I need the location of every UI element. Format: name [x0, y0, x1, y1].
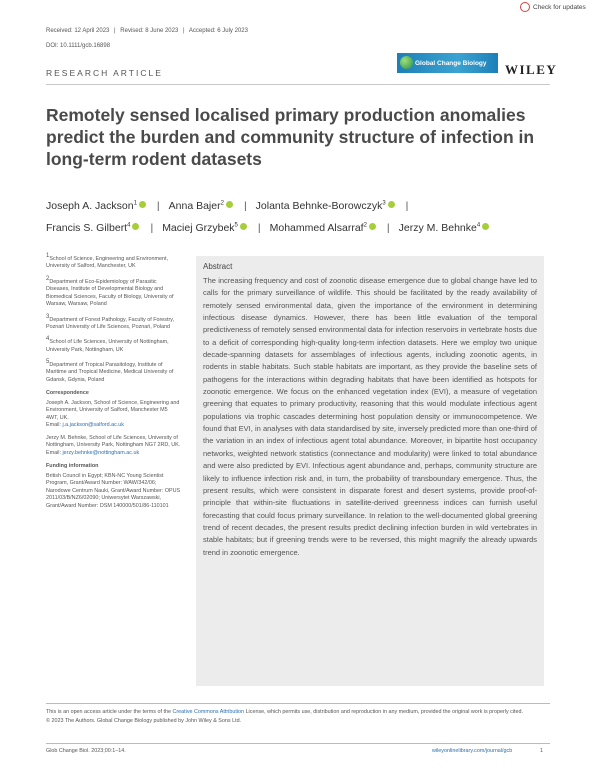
article-dates: Received: 12 April 2023 | Revised: 8 June 2023 | Accepted: 6 July 2023 — [46, 28, 248, 34]
affiliation: $^2$Department of Eco-Epidemiology of Parasitic Diseases, Institute of Developmental Biology and Biomedical Sciences, Faculty of Biology, University of Warsaw, Warsaw, Poland — [46, 275, 174, 308]
correspondence-entry: Joseph A. Jackson, School of Science, Engineering and Environment, University of Salford, Manchester M5 4WT, UK. Email: j.a.jackson@salford.ac.uk — [46, 399, 180, 429]
affiliation: $^1$School of Science, Engineering and Environment, University of Salford, Manchester, UK — [46, 253, 169, 270]
author[interactable]: Mohammed Alsarraf$^2$ — [270, 222, 378, 234]
orcid-icon[interactable] — [369, 223, 376, 230]
check-updates-label: Check for updates — [533, 3, 586, 11]
license-link[interactable]: Creative Commons Attribution — [172, 709, 245, 715]
publisher-logo[interactable]: WILEY — [505, 62, 558, 77]
funding-text: British Council in Egypt; KBN-NC Young Scientist Program, Grant/Award Number: WAW/342/06; Narodowe Centrum Nauki, Grant/Award Number: OPUS 2011/03/B/NZ6/02090; Uniwersytet Warszawski, Grant/Award Number: DSM 140000/501/86-110101 — [46, 472, 181, 509]
affiliation: $^5$Department of Tropical Parasitology, Institute of Maritime and Tropical Medicine, Medical University of Gdansk, Gdynia, Poland — [46, 359, 174, 383]
author[interactable]: Joseph A. Jackson$^1$ — [46, 200, 148, 212]
orcid-icon[interactable] — [482, 223, 489, 230]
doi[interactable]: DOI: 10.1111/gcb.16898 — [46, 43, 111, 49]
header-divider — [46, 84, 550, 85]
page-number: 1 — [540, 748, 543, 754]
email-link[interactable]: jerzy.behnke@nottingham.ac.uk — [62, 449, 140, 456]
check-for-updates-badge[interactable] — [520, 2, 586, 12]
author[interactable]: Francis S. Gilbert$^4$ — [46, 222, 141, 234]
abstract-text: The increasing frequency and cost of zoonotic disease emergence due to global change have led to calls for the primary surveillance of wildlife. This should be facilitated by the ready availability of remotely sensed environmental data, given the importance of the environment in determining infectious disease dynamics. However, there has been little evaluation of the temporal predictiveness of remotely sensed environmental data for infection reservoirs in vertebrate hosts due to a deficit of corresponding high-quality long-term infection datasets. Here we employ two unique decade-spanning datasets for assemblages of infectious agents, including zoonotic agents, in rodents in stable habitats. Such stable habitats are important, as they provide the baseline sets of pathogens for the interactions within degrading habitats that have been identified as hotspots for zoonotic emergence. We focus on the enhanced vegetation index (EVI), a measure of vegetation greening that equates to primary productivity, reasoning that this would modulate infectious agent populations via trophic cascades determining host population density or immunocompetence. We found that EVI, in analyses with data standardised by site, inversely predicted more than one-third of the variation in an index of infectious agent total abundance. Moreover, in bipartite host occupancy networks, weighted network statistics (connectance and modularity) were linked to total abundance and were also predicted by EVI. Infectious agent abundance and, perhaps, community structure are likely to influence infection risk and, in turn, the probability of transboundary emergence. Thus, the present results, which were consistent in disparate forest and desert systems, provide proof-of-principle that within-site fluctuations in satellite-derived greenness indices can furnish useful forecasting that could focus primary surveillance. In relation to the well-documented global greening trend of recent decades, the present results predict declining infection burden in wild vertebrates in stable habitats; but if greening trends were to be reversed, this might magnify the already upwards trend in zoonotic emergence. — [203, 276, 537, 557]
accepted-date: Accepted: 6 July 2023 — [188, 28, 248, 34]
journal-url[interactable]: wileyonlinelibrary.com/journal/gcb — [432, 748, 513, 754]
correspondence-heading: Correspondence — [46, 390, 89, 397]
revised-date: Revised: 8 June 2023 — [120, 28, 179, 34]
article-type: RESEARCH ARTICLE — [46, 68, 163, 78]
citation: Glob Change Biol. 2023;00:1–14. — [46, 748, 126, 754]
author-list: Joseph A. Jackson$^1$ | Anna Bajer$^2$ | Jolanta Behnke-Borowczyk$^3$ | Francis S. Gilbert$^4$ | Maciej Grzybek$^5$ | Mohammed Alsarraf$^2$ | Jerzy M. Behnke$^4$ — [46, 193, 556, 238]
copyright: © 2023 The Authors. Global Change Biology published by John Wiley & Sons Ltd. — [46, 717, 242, 724]
article-title: Remotely sensed localised primary production anomalies predict the burden and community structure of infection in long-term rodent datasets — [46, 105, 535, 169]
author[interactable]: Maciej Grzybek$^5$ — [162, 222, 249, 234]
globe-icon — [400, 56, 413, 69]
orcid-icon[interactable] — [226, 201, 233, 208]
license-note: This is an open access article under the terms of the Creative Commons Attribution License, which permits use, distribution and reproduction in any medium, provided the original work is properly cited. © 2023 The Authors. Global Change Biology published by John Wiley & Sons Ltd. — [46, 709, 524, 724]
abstract-box — [196, 256, 544, 686]
funding-heading: Funding information — [46, 463, 99, 470]
journal-name: Global Change Biology — [415, 59, 487, 67]
journal-logo[interactable] — [397, 53, 498, 73]
correspondence-entry: Jerzy M. Behnke, School of Life Sciences, University of Nottingham, University Park, Nottingham NG7 2RD, UK. Email: jerzy.behnke@nottingham.ac.uk — [46, 434, 181, 456]
orcid-icon[interactable] — [132, 223, 139, 230]
footer-divider — [46, 703, 550, 704]
abstract-heading: Abstract — [203, 262, 233, 271]
author[interactable]: Anna Bajer$^2$ — [169, 200, 235, 212]
received-date: Received: 12 April 2023 — [46, 28, 110, 34]
affiliation: $^4$School of Life Sciences, University of Nottingham, University Park, Nottingham, UK — [46, 336, 169, 353]
email-link[interactable]: j.a.jackson@salford.ac.uk — [62, 422, 124, 429]
affiliation: $^3$Department of Forest Pathology, Faculty of Forestry, Poznań University of Life Sciences, Poznań, Poland — [46, 313, 175, 330]
author[interactable]: Jolanta Behnke-Borowczyk$^3$ — [256, 200, 397, 212]
orcid-icon[interactable] — [139, 201, 146, 208]
author[interactable]: Jerzy M. Behnke$^4$ — [399, 222, 492, 234]
sidebar-info — [46, 253, 181, 515]
orcid-icon[interactable] — [240, 223, 247, 230]
orcid-icon[interactable] — [388, 201, 395, 208]
check-updates-icon — [520, 2, 530, 12]
footer-divider-bottom — [46, 743, 550, 744]
